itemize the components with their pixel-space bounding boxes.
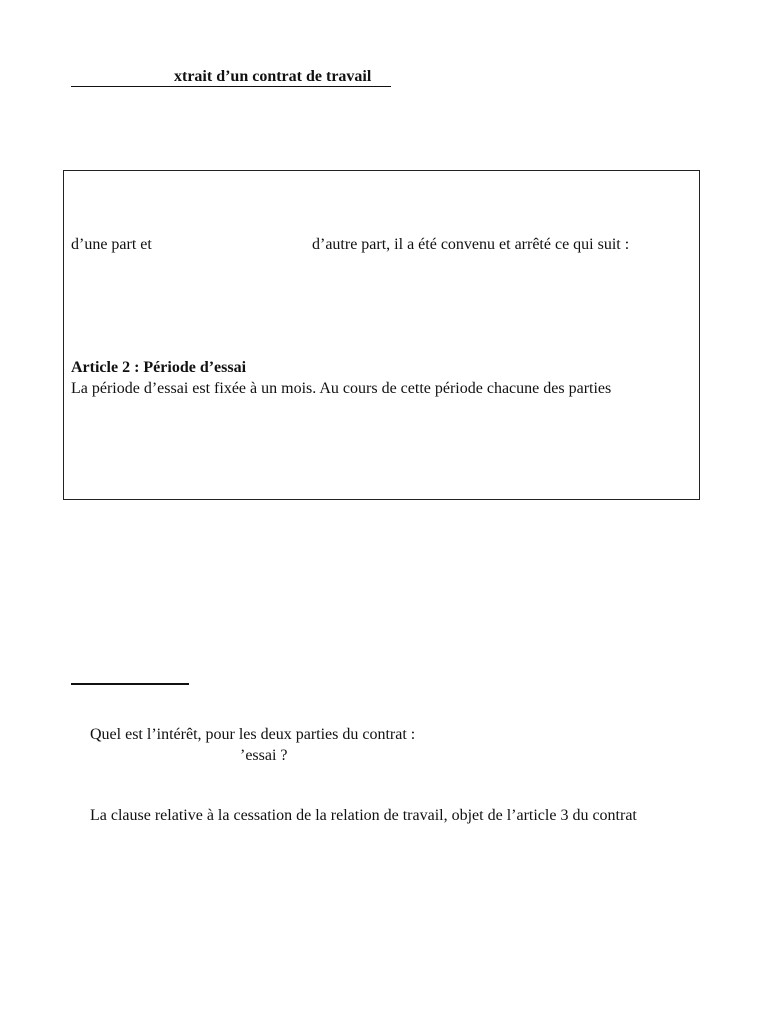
document-title: xtrait d’un contrat de travail bbox=[174, 68, 372, 85]
contract-party-right: d’autre part, il a été convenu et arrêté ce qui suit : bbox=[312, 236, 630, 253]
article-title: Article 2 : Période d’essai bbox=[71, 359, 247, 376]
contract-excerpt-box bbox=[63, 170, 700, 500]
question-1-line-2: ’essai ? bbox=[240, 747, 288, 764]
section-heading-underline bbox=[71, 683, 189, 685]
question-2: La clause relative à la cessation de la relation de travail, objet de l’article 3 du contrat bbox=[90, 807, 637, 824]
contract-party-left: d’une part et bbox=[71, 236, 152, 253]
question-1-line-1: Quel est l’intérêt, pour les deux parties du contrat : bbox=[90, 726, 416, 743]
article-text: La période d’essai est fixée à un mois. Au cours de cette période chacune des parties bbox=[71, 380, 612, 397]
